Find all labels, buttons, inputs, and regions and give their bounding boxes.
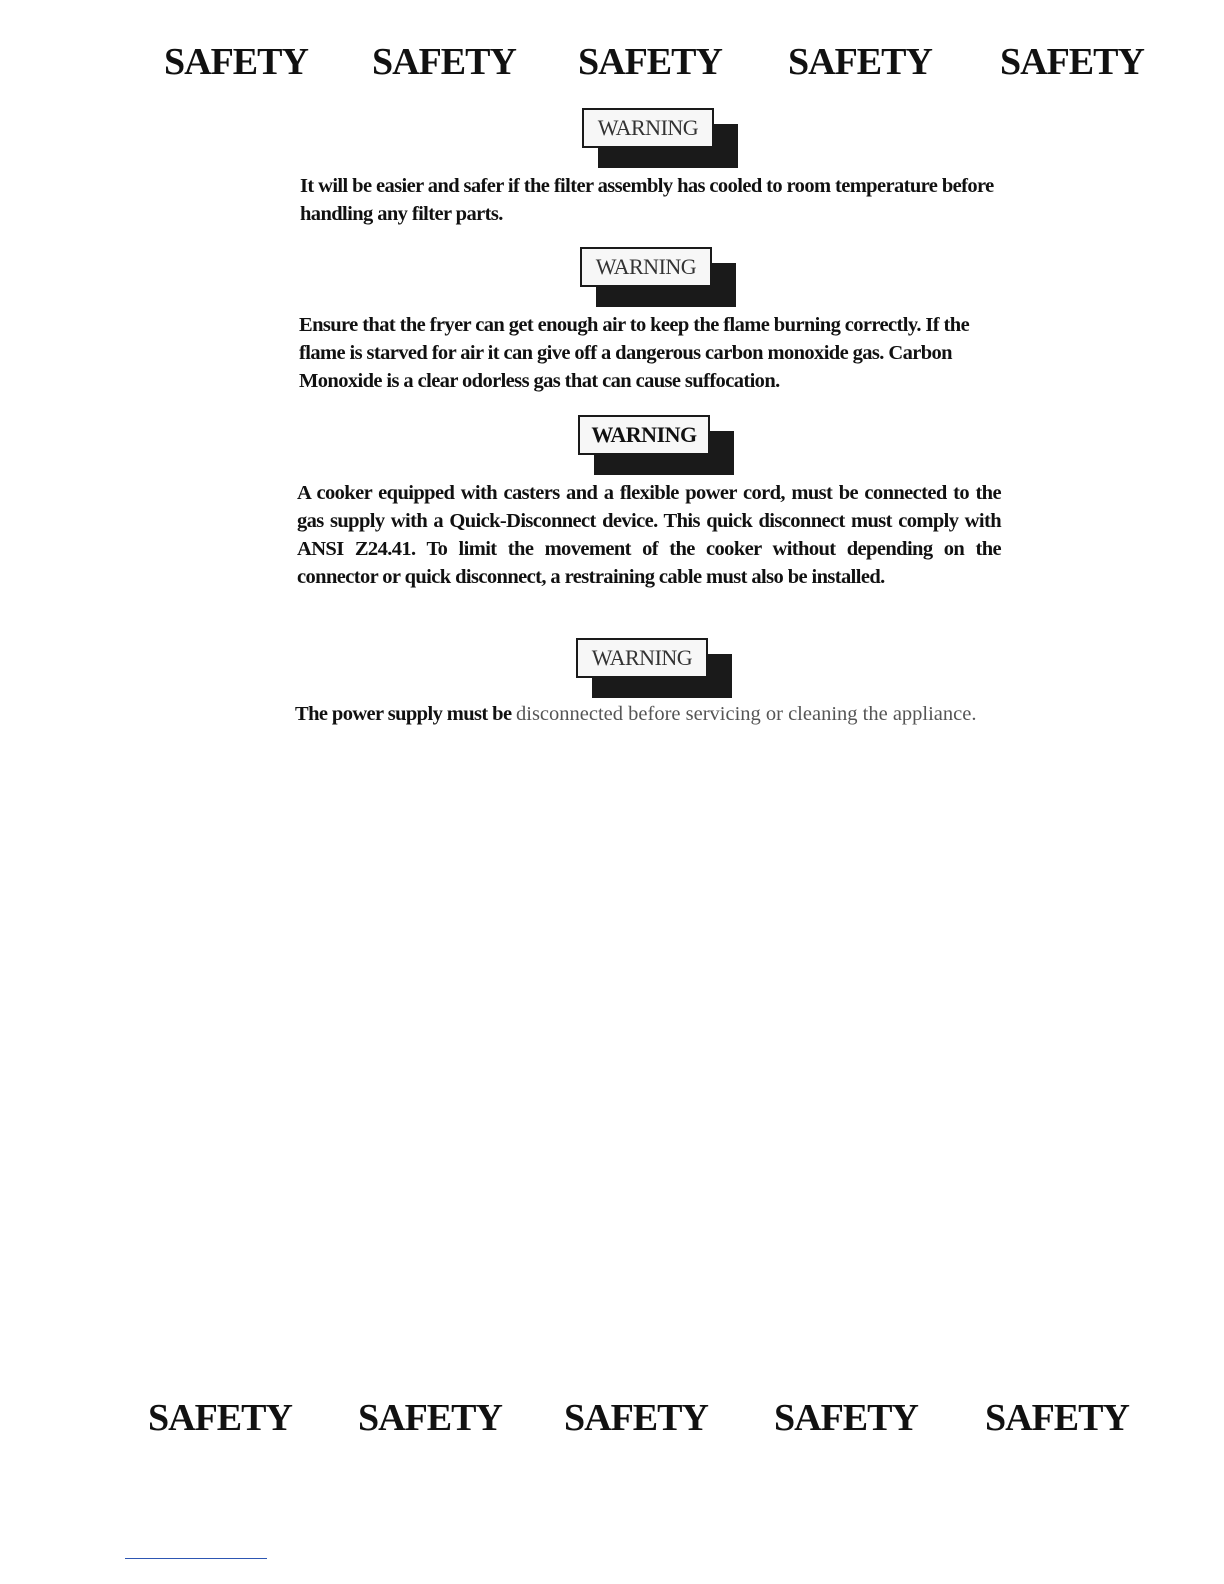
safety-heading: SAFETY: [985, 1397, 1129, 1439]
safety-heading: SAFETY: [358, 1397, 502, 1439]
footer-rule: [125, 1558, 267, 1559]
warning-badge: [582, 108, 738, 168]
warning-text: A cooker equipped with casters and a flexible power cord, must be connected to the gas supply with a Quick-Disconnect device. This quick disconnect must comply with ANSI Z24.41. To limit the movement of the cooker without depending on the connector or quick disconnect, a restraining cable must also be installed.: [297, 482, 1001, 588]
warning-badge: [578, 415, 734, 475]
warning-label: WARNING: [580, 247, 712, 287]
safety-heading: SAFETY: [372, 41, 516, 83]
warning-label: WARNING: [582, 108, 714, 148]
bottom-safety-banner: [0, 1388, 1224, 1448]
safety-heading: SAFETY: [1000, 41, 1144, 83]
safety-heading: SAFETY: [164, 41, 308, 83]
warning-badge: [576, 638, 732, 698]
top-safety-banner: [0, 32, 1224, 92]
warning-text: It will be easier and safer if the filter assembly has cooled to room temperature before handling any filter parts.: [300, 175, 994, 225]
warning-label: WARNING: [578, 415, 710, 455]
warning-label: WARNING: [576, 638, 708, 678]
safety-heading: SAFETY: [148, 1397, 292, 1439]
safety-heading: SAFETY: [774, 1397, 918, 1439]
safety-heading: SAFETY: [788, 41, 932, 83]
safety-heading: SAFETY: [564, 1397, 708, 1439]
safety-heading: SAFETY: [578, 41, 722, 83]
warning-text-faded: disconnected before servicing or cleaning the appliance.: [516, 703, 977, 725]
warning-text: Ensure that the fryer can get enough air to keep the flame burning correctly. If the flame is starved for air it can give off a dangerous carbon monoxide gas. Carbon Monoxide is a clear odorless gas that can cause suffocation.: [299, 314, 970, 392]
warning-text: [295, 700, 999, 728]
warning-text-bold: The power supply must be: [295, 703, 516, 725]
warning-badge: [580, 247, 736, 307]
